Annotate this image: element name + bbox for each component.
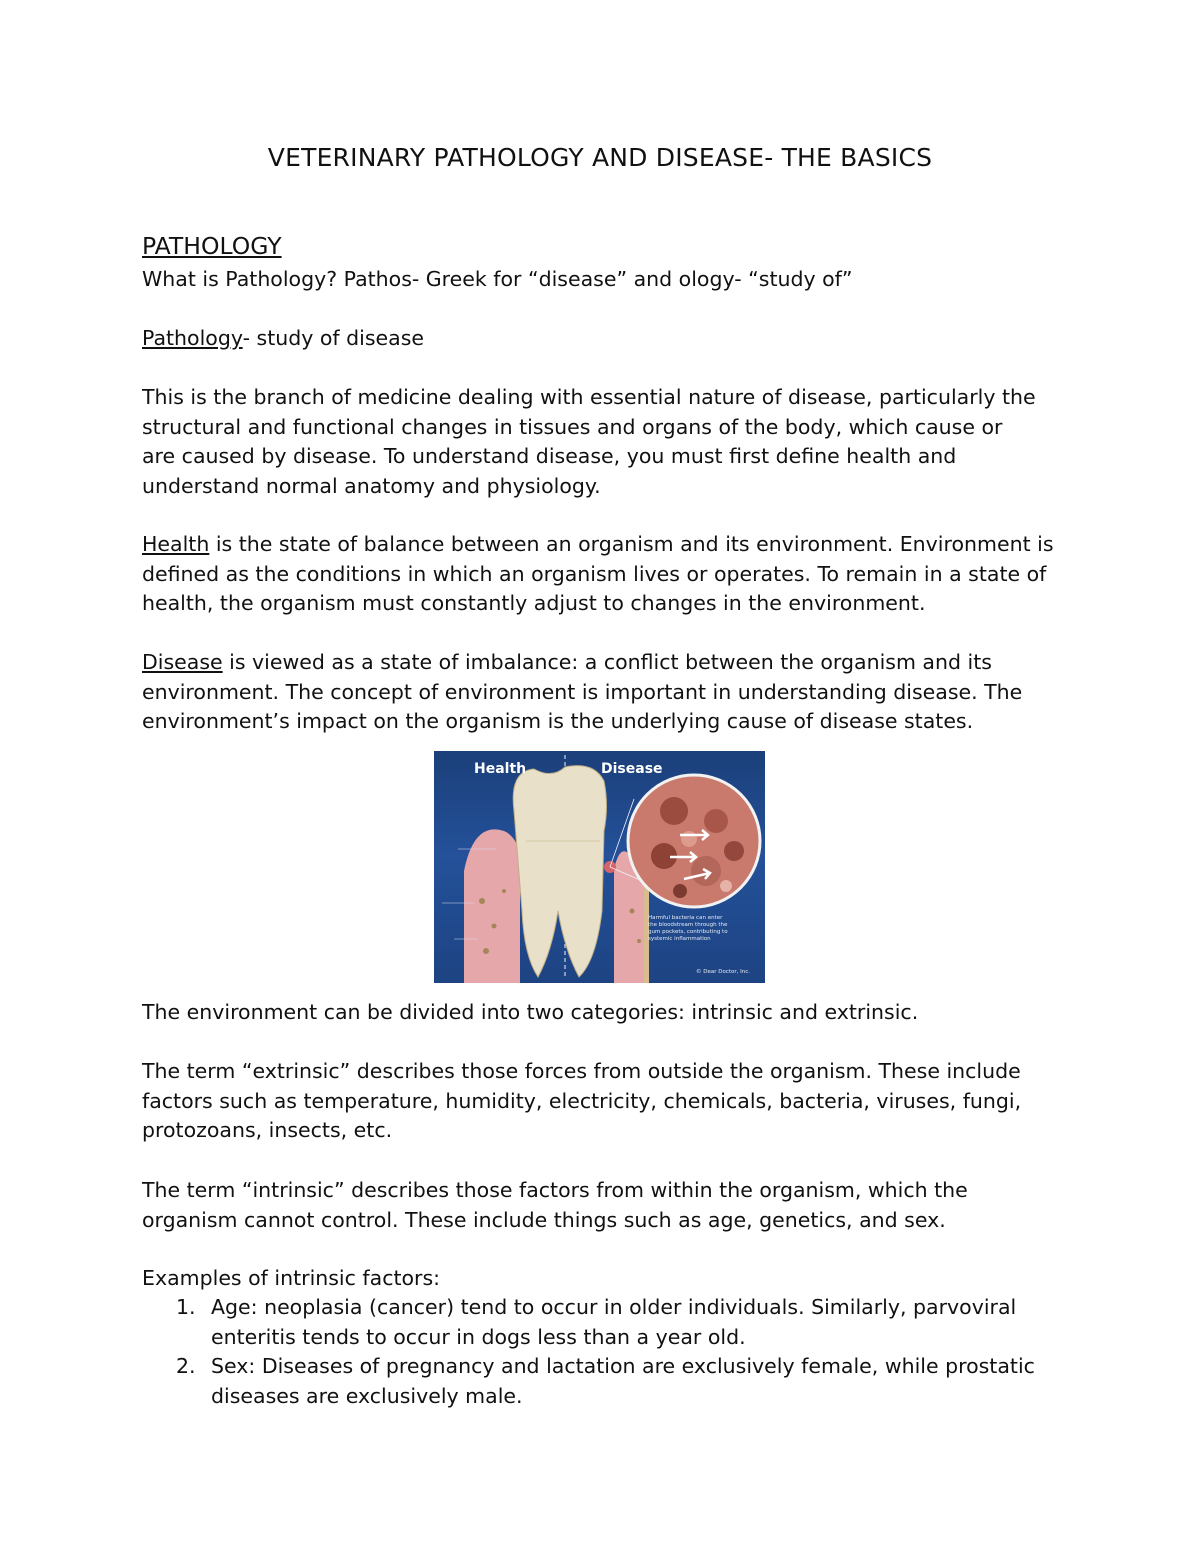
document-title: VETERINARY PATHOLOGY AND DISEASE- THE BASICS bbox=[267, 143, 933, 172]
figure-credit: © Dear Doctor, Inc. bbox=[696, 969, 751, 975]
tooth-health-disease-figure bbox=[434, 751, 765, 983]
definition-text: - study of disease bbox=[242, 326, 425, 350]
intro-line: What is Pathology? Pathos- Greek for “disease” and ology- “study of” bbox=[142, 267, 853, 291]
list-item bbox=[142, 1352, 1052, 1411]
paragraph-categories: The environment can be divided into two categories: intrinsic and extrinsic. bbox=[142, 1000, 919, 1024]
paragraph-intrinsic: The term “intrinsic” describes those factors from within the organism, which the organism cannot control. These include things such as age, genetics, and sex. bbox=[142, 1178, 968, 1232]
paragraph-disease bbox=[142, 648, 1052, 737]
figure-label-disease: Disease bbox=[601, 761, 663, 777]
list-item-text: Age: neoplasia (cancer) tend to occur in older individuals. Similarly, parvoviral enteritis tends to occur in dogs less than a year old. bbox=[211, 1295, 1017, 1349]
health-term: Health bbox=[142, 532, 210, 556]
definition-term: Pathology bbox=[142, 326, 243, 350]
list-item bbox=[142, 1293, 1052, 1352]
tooth-illustration bbox=[434, 751, 765, 983]
list-item-number: 2. bbox=[176, 1354, 196, 1378]
disease-text: is viewed as a state of imbalance: a conflict between the organism and its environment. The concept of environment is important in understanding disease. The environment’s impact on the organism is the underlying cause of disease states. bbox=[142, 650, 1023, 733]
list-item-number: 1. bbox=[176, 1295, 196, 1319]
section-heading-pathology: PATHOLOGY bbox=[142, 232, 282, 260]
paragraph-branch: This is the branch of medicine dealing with essential nature of disease, particularly the structural and functional changes in tissues and organs of the body, which cause or are caused by disease. To understand disease, you must first define health and understand normal anatomy and physiology. bbox=[142, 385, 1036, 498]
health-text: is the state of balance between an organism and its environment. Environment is defined as the conditions in which an organism lives or operates. To remain in a state of health, the organism must constantly adjust to changes in the environment. bbox=[142, 532, 1054, 615]
figure-label-health: Health bbox=[474, 761, 527, 777]
disease-term: Disease bbox=[142, 650, 223, 674]
list-item-text: Sex: Diseases of pregnancy and lactation are exclusively female, while prostatic diseases are exclusively male. bbox=[211, 1354, 1035, 1408]
examples-heading: Examples of intrinsic factors: bbox=[142, 1266, 441, 1290]
paragraph-health bbox=[142, 530, 1062, 619]
figure-caption: Harmful bacteria can enter the bloodstream through the gum pockets, contributing to systemic inflammation bbox=[648, 915, 728, 942]
intrinsic-factors-list bbox=[142, 1293, 1052, 1411]
definition-line bbox=[142, 324, 1072, 354]
paragraph-extrinsic: The term “extrinsic” describes those forces from outside the organism. These include factors such as temperature, humidity, electricity, chemicals, bacteria, viruses, fungi, protozoans, insects, etc. bbox=[142, 1059, 1022, 1142]
